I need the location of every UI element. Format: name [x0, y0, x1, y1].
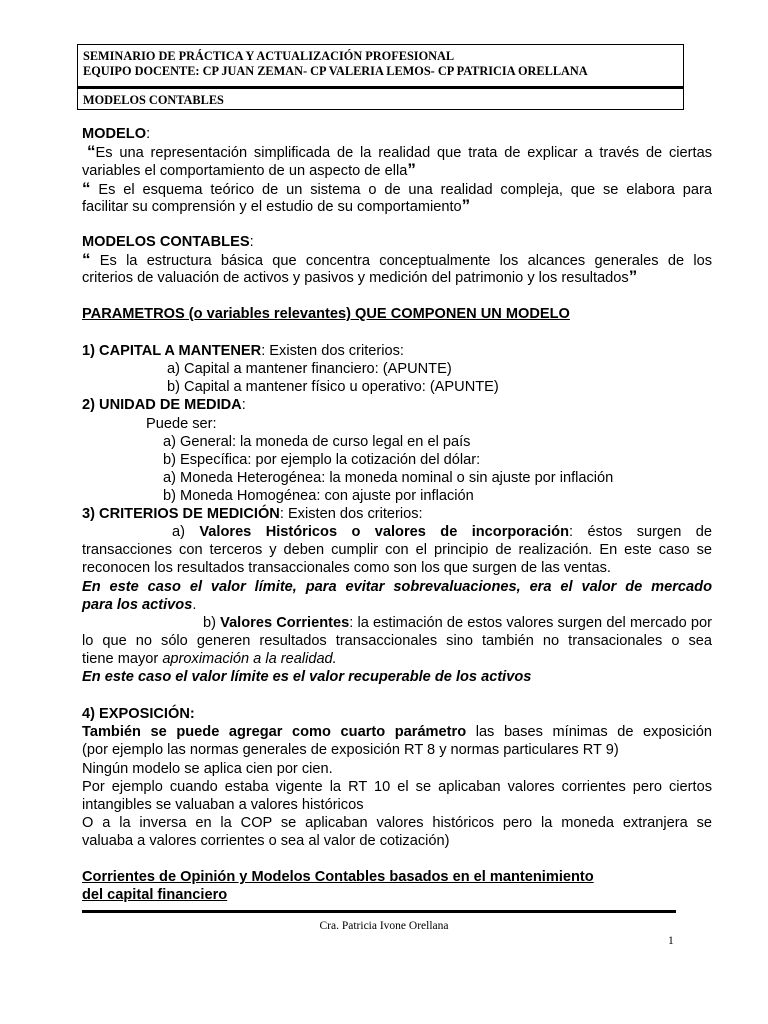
criterios-b-line2: lo que no sólo generen resultados transaccionales sino también no transacionales o sea	[82, 633, 712, 649]
criterios-a-note1: En este caso el valor límite, para evitar sobrevaluaciones, era el valor de mercado	[82, 579, 712, 595]
criterios-b-line3: tiene mayor aproximación a la realidad.	[82, 651, 337, 667]
header-divider	[78, 86, 683, 89]
modelos-contables-heading-line: MODELOS CONTABLES:	[82, 234, 254, 250]
modelo-heading-line: MODELO:	[82, 126, 151, 142]
valores-historicos-title: Valores Históricos o valores de incorporación	[199, 524, 570, 540]
capital-heading-line: 1) CAPITAL A MANTENER: Existen dos criterios:	[82, 343, 404, 359]
footer-author: Cra. Patricia Ivone Orellana	[319, 920, 449, 932]
footer-divider	[82, 910, 676, 913]
modelos-contables-heading: MODELOS CONTABLES	[82, 234, 250, 250]
criterios-a-line2: transacciones con terceros y deben cumplir con el principio de realización. En este caso se	[82, 542, 712, 558]
exposicion-p4-cont: valuaba a valores corrientes o sea al valor de cotización)	[82, 833, 450, 849]
unidad-item: b) Moneda Homogénea: con ajuste por inflación	[163, 488, 474, 504]
modelo-definition-2: “ Es el esquema teórico de un sistema o de una realidad compleja, que se elabora para	[82, 179, 712, 198]
criterios-b-note: En este caso el valor límite es el valor recuperable de los activos	[82, 669, 532, 685]
unidad-heading: 2) UNIDAD DE MEDIDA	[82, 397, 242, 413]
exposicion-p1-cont: (por ejemplo las normas generales de exposición RT 8 y normas particulares RT 9)	[82, 742, 619, 758]
modelos-contables-definition: “ Es la estructura básica que concentra conceptualmente los alcances generales de los	[82, 250, 712, 269]
corrientes-heading-line1: Corrientes de Opinión y Modelos Contables basados en el mantenimiento	[82, 869, 594, 885]
capital-heading: 1) CAPITAL A MANTENER	[82, 343, 262, 359]
exposicion-p1: También se puede agregar como cuarto parámetro las bases mínimas de exposición	[82, 724, 712, 740]
header-seminar-title: SEMINARIO DE PRÁCTICA Y ACTUALIZACIÓN PROFESIONAL	[83, 49, 455, 63]
unidad-item: a) General: la moneda de curso legal en el país	[163, 434, 471, 450]
modelo-heading: MODELO	[82, 126, 147, 142]
unidad-item: a) Moneda Heterogénea: la moneda nominal o sin ajuste por inflación	[163, 470, 614, 486]
exposicion-p3-cont: intangibles se valuaban a valores históricos	[82, 797, 364, 813]
page-number: 1	[668, 935, 674, 947]
exposicion-p4: O a la inversa en la COP se aplicaban valores históricos pero la moneda extranjera se	[82, 815, 712, 831]
exposicion-p2: Ningún modelo se aplica cien por cien.	[82, 761, 333, 777]
parametros-heading: PARAMETROS (o variables relevantes) QUE COMPONEN UN MODELO	[82, 306, 570, 322]
exposicion-p3: Por ejemplo cuando estaba vigente la RT 10 el se aplicaban valores corrientes pero ciertos	[82, 779, 712, 795]
modelo-definition-1-cont: variables el comportamiento de un aspecto de ella”	[82, 160, 416, 179]
unidad-item: b) Específica: por ejemplo la cotización del dólar:	[163, 452, 481, 468]
modelo-definition-1: “Es una representación simplificada de la realidad que trata de explicar a través de ciertas	[87, 142, 712, 161]
criterios-b-line1: b) Valores Corrientes: la estimación de estos valores surgen del mercado por	[203, 615, 712, 631]
criterios-a-note2: para los activos.	[82, 597, 197, 613]
criterios-a-line3: reconocen los resultados transaccionales como son los que surgen de las ventas.	[82, 560, 611, 576]
exposicion-heading: 4) EXPOSICIÓN:	[82, 706, 195, 722]
header-teaching-team: EQUIPO DOCENTE: CP JUAN ZEMAN- CP VALERIA LEMOS- CP PATRICIA ORELLANA	[83, 64, 588, 78]
corrientes-heading-line2: del capital financiero	[82, 887, 228, 903]
valores-corrientes-title: Valores Corrientes	[220, 615, 350, 631]
criterios-heading-line: 3) CRITERIOS DE MEDICIÓN: Existen dos criterios:	[82, 506, 423, 522]
document-header	[77, 44, 684, 110]
criterios-a-line1: a) Valores Históricos o valores de incorporación: éstos surgen de	[172, 524, 712, 540]
unidad-intro: Puede ser:	[146, 416, 217, 432]
unidad-heading-line: 2) UNIDAD DE MEDIDA:	[82, 397, 246, 413]
criterios-heading: 3) CRITERIOS DE MEDICIÓN	[82, 506, 280, 522]
modelo-definition-2-cont: facilitar su comprensión y el estudio de su comportamiento”	[82, 196, 471, 215]
modelos-contables-definition-cont: criterios de valuación de activos y pasivos y medición del patrimonio y los resultados”	[82, 267, 638, 286]
capital-item-a: a) Capital a mantener financiero: (APUNTE)	[167, 361, 452, 377]
capital-item-b: b) Capital a mantener físico u operativo: (APUNTE)	[167, 379, 499, 395]
header-topic: MODELOS CONTABLES	[83, 93, 224, 107]
